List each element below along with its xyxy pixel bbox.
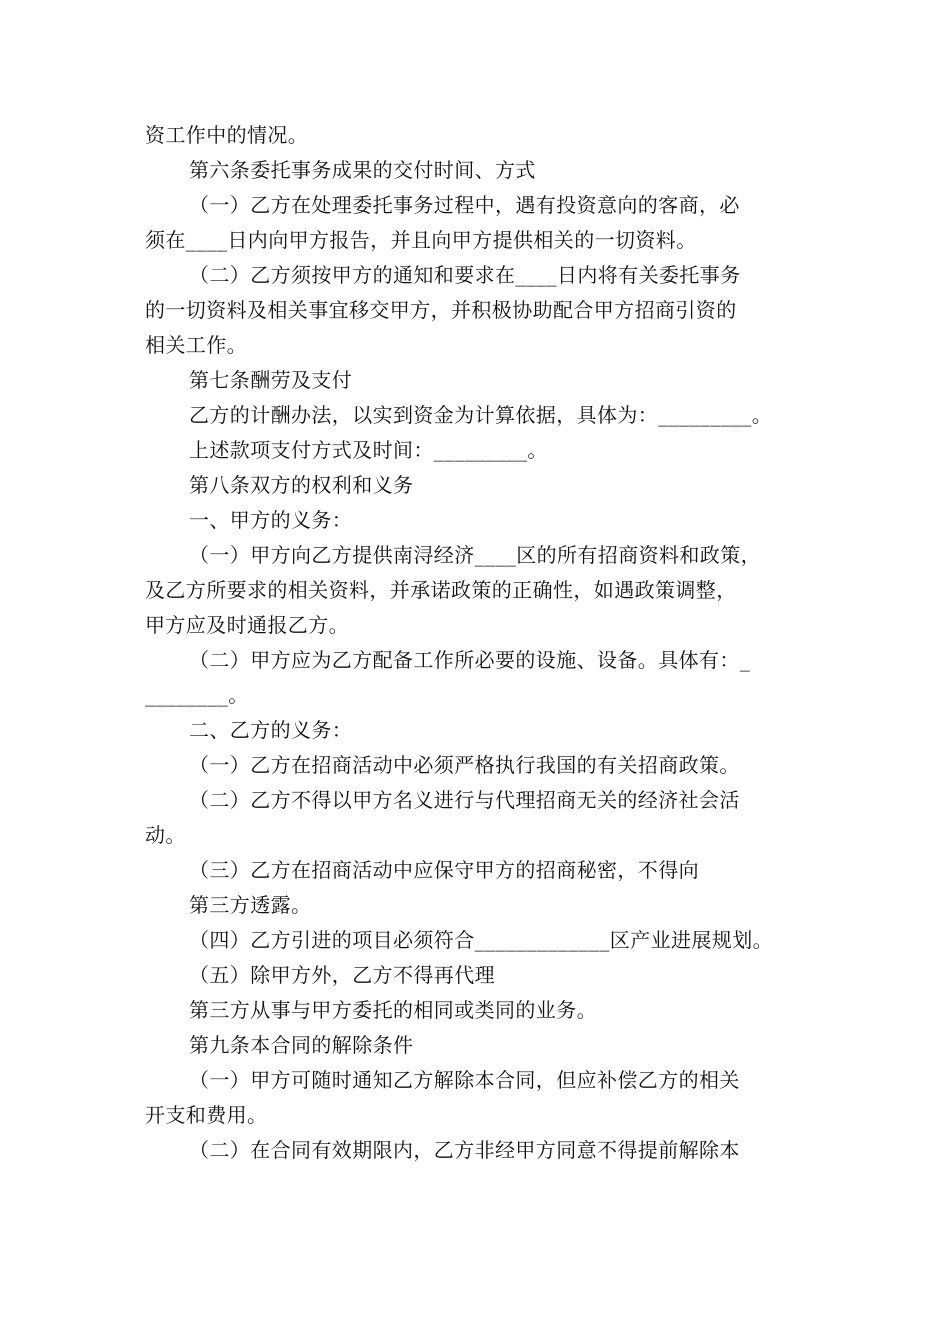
subheading-party-b-duties: 二、乙方的义务： (189, 718, 353, 742)
paragraph-line: （二）甲方应为乙方配备工作所必要的设施、设备。具体有：_ (189, 648, 751, 672)
paragraph-line: 乙方的计酬办法，以实到资金为计算依据，具体为：_________。 (189, 403, 773, 427)
paragraph-line: 第三方从事与甲方委托的相同或类同的业务。 (189, 998, 597, 1022)
section-heading-article-6: 第六条委托事务成果的交付时间、方式 (189, 158, 536, 182)
paragraph-line: 资工作中的情况。 (145, 123, 309, 147)
paragraph-line: （一）乙方在招商活动中必须严格执行我国的有关招商政策。 (189, 753, 740, 777)
paragraph-line: 相关工作。 (145, 333, 247, 357)
paragraph-line: 的一切资料及相关事宜移交甲方，并积极协助配合甲方招商引资的 (145, 298, 737, 322)
paragraph-line: （一）甲方可随时通知乙方解除本合同，但应补偿乙方的相关 (189, 1068, 740, 1092)
paragraph-line: 上述款项支付方式及时间：_________。 (189, 438, 548, 462)
section-heading-article-7: 第七条酬劳及支付 (189, 368, 353, 392)
paragraph-line: 甲方应及时通报乙方。 (145, 613, 349, 637)
section-heading-article-8: 第八条双方的权利和义务 (189, 473, 414, 497)
paragraph-line: （五）除甲方外，乙方不得再代理 (189, 963, 495, 987)
document-body (145, 118, 815, 1168)
paragraph-line: ________。 (145, 683, 249, 707)
subheading-party-a-duties: 一、甲方的义务： (189, 508, 353, 532)
paragraph-line: （一）甲方向乙方提供南浔经济____区的所有招商资料和政策， (189, 543, 761, 567)
paragraph-line: （三）乙方在招商活动中应保守甲方的招商秘密，不得向 (189, 858, 699, 882)
paragraph-line: （一）乙方在处理委托事务过程中，遇有投资意向的客商，必 (189, 193, 740, 217)
paragraph-line: （二）在合同有效期限内，乙方非经甲方同意不得提前解除本 (189, 1138, 740, 1162)
paragraph-line: （四）乙方引进的项目必须符合_____________区产业进展规划。 (189, 928, 773, 952)
paragraph-line: 开支和费用。 (145, 1103, 268, 1127)
section-heading-article-9: 第九条本合同的解除条件 (189, 1033, 414, 1057)
paragraph-line: 第三方透露。 (189, 893, 312, 917)
paragraph-line: 动。 (145, 823, 186, 847)
paragraph-line: （二）乙方不得以甲方名义进行与代理招商无关的经济社会活 (189, 788, 740, 812)
paragraph-line: 及乙方所要求的相关资料，并承诺政策的正确性，如遇政策调整， (145, 578, 737, 602)
paragraph-line: （二）乙方须按甲方的通知和要求在____日内将有关委托事务 (189, 263, 741, 287)
paragraph-line: 须在____日内向甲方报告，并且向甲方提供相关的一切资料。 (145, 228, 697, 252)
